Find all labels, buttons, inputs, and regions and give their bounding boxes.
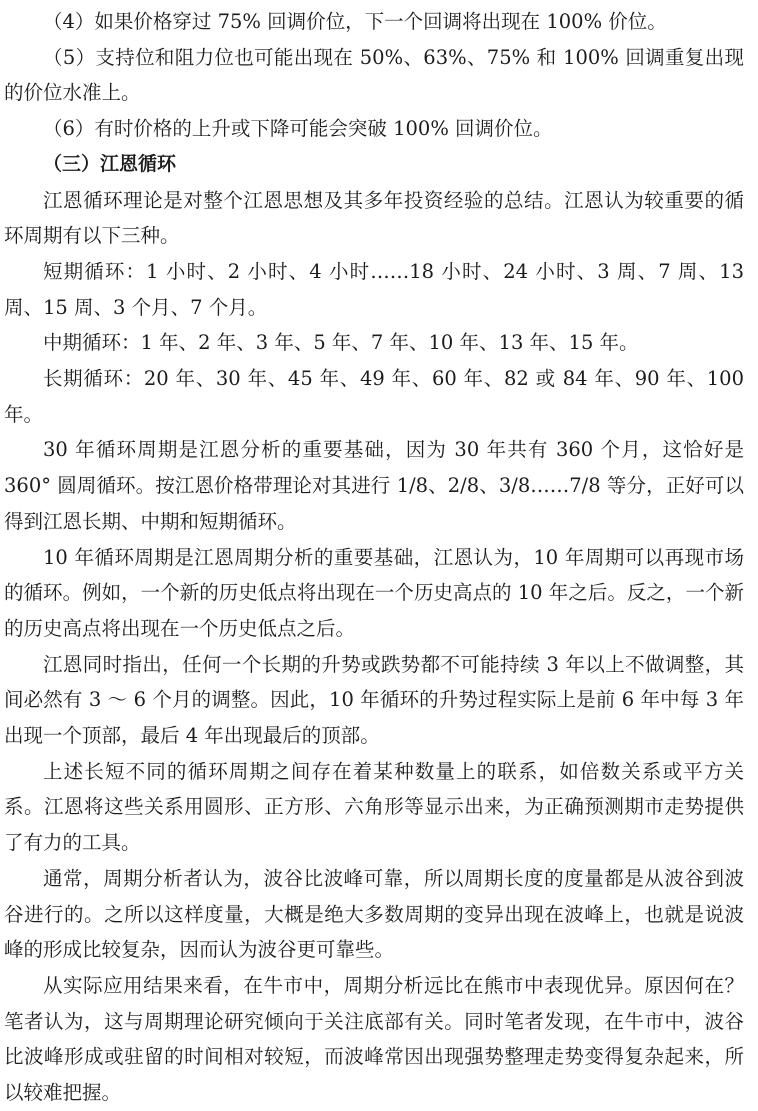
paragraph-trough-measurement: 通常，周期分析者认为，波谷比波峰可靠，所以周期长度的度量都是从波谷到波谷进行的。之所以这样度量，大概是绝大多数周期的变异出现在波峰上，也就是说波峰的形成比较复杂，因而认为波谷更可靠些。 [4,866,744,962]
paragraph-retracement-4: （4）如果价格穿过 75% 回调价位，下一个回调将出现在 100% 价位。 [43,10,667,33]
paragraph-10-year-cycle: 10 年循环周期是江恩周期分析的重要基础，江恩认为，10 年周期可以再现市场的循环。例如，一个新的历史低点将出现在一个历史高点的 10 年之后。反之，一个新的历史高点将出现在一个历史低点之后。 [4,545,744,640]
paragraph-cycle-intro: 江恩循环理论是对整个江恩思想及其多年投资经验的总结。江恩认为较重要的循环周期有以下三种。 [4,188,744,248]
paragraph-short-cycle: 短期循环：1 小时、2 小时、4 小时……18 小时、24 小时、3 周、7 周、13 周、15 周、3 个月、7 个月。 [4,259,744,319]
paragraph-trend-adjustment: 江恩同时指出，任何一个长期的升势或跌势都不可能持续 3 年以上不做调整，其间必然有 3 ～ 6 个月的调整。因此，10 年循环的升势过程实际上是前 6 年中每 3 年出现一个顶部，最后 4 年出现最后的顶部。 [4,652,744,748]
paragraph-30-year-cycle: 30 年循环周期是江恩分析的重要基础，因为 30 年共有 360 个月，这恰好是 360° 圆周循环。按江恩价格带理论对其进行 1/8、2/8、3/8……7/8 等分，正好可以得到江恩长期、中期和短期循环。 [4,438,744,533]
paragraph-medium-cycle: 中期循环：1 年、2 年、3 年、5 年、7 年、10 年、13 年、15 年。 [43,331,639,355]
paragraph-retracement-5: （5）支持位和阻力位也可能出现在 50%、63%、75% 和 100% 回调重复出现的价位水准上。 [4,45,744,105]
paragraph-bull-market: 从实际应用结果来看，在牛市中，周期分析远比在熊市中表现优异。原因何在？笔者认为，这与周期理论研究倾向于关注底部有关。同时笔者发现，在牛市中，波谷比波峰形成或驻留的时间相对较短，而波峰常因出现强势整理走势变得复杂起来，所以较难把握。 [4,973,744,1105]
paragraph-long-cycle: 长期循环：20 年、30 年、45 年、49 年、60 年、82 或 84 年、90 年、100 年。 [4,367,744,426]
paragraph-cycle-relations: 上述长短不同的循环周期之间存在着某种数量上的联系，如倍数关系或平方关系。江恩将这些关系用圆形、正方形、六角形等显示出来，为正确预测期市走势提供了有力的工具。 [4,759,744,855]
paragraph-retracement-6: （6）有时价格的上升或下降可能会突破 100% 回调价位。 [43,117,553,141]
section-heading-gann-cycle: （三）江恩循环 [43,152,177,175]
